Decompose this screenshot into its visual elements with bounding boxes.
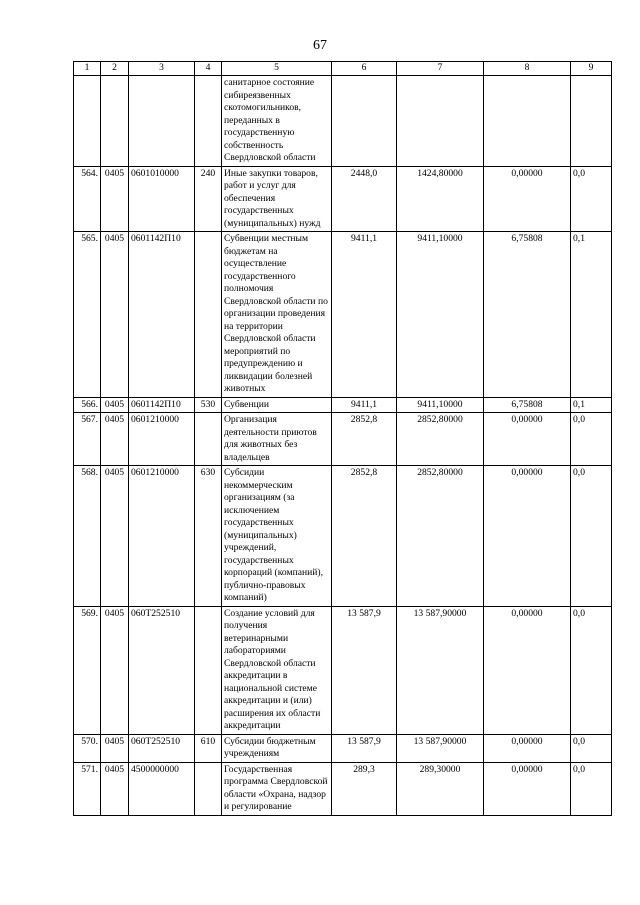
column-6-value: 13 587,9: [332, 734, 397, 762]
column-6-value: 2852,8: [332, 413, 397, 466]
target-article-code: 0601142П10: [129, 397, 195, 413]
table-row: [74, 166, 612, 232]
expense-type-code: 630: [195, 466, 222, 607]
table-row: [74, 76, 612, 167]
table-row: [74, 762, 612, 815]
column-header: 3: [129, 62, 195, 76]
section-code: 0405: [101, 232, 129, 398]
column-7-value: 2852,80000: [397, 413, 484, 466]
section-code: 0405: [101, 606, 129, 734]
table-row: [74, 232, 612, 398]
section-code: 0405: [101, 466, 129, 607]
target-article-code: [129, 76, 195, 167]
table-row: [74, 734, 612, 762]
target-article-code: 4500000000: [129, 762, 195, 815]
expense-type-code: 610: [195, 734, 222, 762]
item-name: Субсидии некоммерческим организациям (за исключением государственных (муниципальных) учреждений, государственных корпораций (компаний), публично-правовых компаний): [222, 466, 332, 607]
row-number: 569.: [74, 606, 101, 734]
section-code: 0405: [101, 166, 129, 232]
column-8-value: 0,00000: [484, 466, 571, 607]
section-code: 0405: [101, 734, 129, 762]
column-7-value: 289,30000: [397, 762, 484, 815]
item-name: Государственная программа Свердловской области «Охрана, надзор и регулирование: [222, 762, 332, 815]
column-header: 5: [222, 62, 332, 76]
column-8-value: 6,75808: [484, 397, 571, 413]
column-header: 4: [195, 62, 222, 76]
item-name: Субвенции: [222, 397, 332, 413]
expense-type-code: [195, 232, 222, 398]
column-7-value: [397, 76, 484, 167]
column-6-value: 2448,0: [332, 166, 397, 232]
row-number: 567.: [74, 413, 101, 466]
item-name: Субвенции местным бюджетам на осуществление государственного полномочия Свердловской области по организации проведения на территории Свердловской области мероприятий по предупреждению и ликвидации болезней животных: [222, 232, 332, 398]
target-article-code: 060Т252510: [129, 606, 195, 734]
expense-type-code: [195, 413, 222, 466]
section-code: [101, 76, 129, 167]
column-6-value: 9411,1: [332, 397, 397, 413]
column-9-value: 0,0: [571, 762, 612, 815]
column-header: 1: [74, 62, 101, 76]
row-number: [74, 76, 101, 167]
column-7-value: 13 587,90000: [397, 734, 484, 762]
table-row: [74, 606, 612, 734]
budget-table: [73, 61, 612, 816]
expense-type-code: [195, 606, 222, 734]
column-7-value: 9411,10000: [397, 232, 484, 398]
column-header: 6: [332, 62, 397, 76]
expense-type-code: 240: [195, 166, 222, 232]
table-row: [74, 413, 612, 466]
column-9-value: 0,0: [571, 606, 612, 734]
column-9-value: [571, 76, 612, 167]
expense-type-code: 530: [195, 397, 222, 413]
column-9-value: 0,0: [571, 413, 612, 466]
item-name: Субсидии бюджетным учреждениям: [222, 734, 332, 762]
item-name: Иные закупки товаров, работ и услуг для обеспечения государственных (муниципальных) нужд: [222, 166, 332, 232]
section-code: 0405: [101, 762, 129, 815]
row-number: 571.: [74, 762, 101, 815]
column-7-value: 2852,80000: [397, 466, 484, 607]
column-8-value: 0,00000: [484, 166, 571, 232]
column-header: 7: [397, 62, 484, 76]
item-name: Организация деятельности приютов для животных без владельцев: [222, 413, 332, 466]
column-6-value: 9411,1: [332, 232, 397, 398]
item-name: Создание условий для получения ветеринарными лабораториями Свердловской области аккредитации в национальной системе аккредитации и (или) расширения их области аккредитации: [222, 606, 332, 734]
row-number: 566.: [74, 397, 101, 413]
column-8-value: 0,00000: [484, 606, 571, 734]
target-article-code: 060Т252510: [129, 734, 195, 762]
column-9-value: 0,0: [571, 466, 612, 607]
column-7-value: 13 587,90000: [397, 606, 484, 734]
target-article-code: 0601210000: [129, 466, 195, 607]
column-8-value: [484, 76, 571, 167]
column-7-value: 1424,80000: [397, 166, 484, 232]
section-code: 0405: [101, 413, 129, 466]
expense-type-code: [195, 76, 222, 167]
row-number: 570.: [74, 734, 101, 762]
expense-type-code: [195, 762, 222, 815]
column-header: 9: [571, 62, 612, 76]
row-number: 564.: [74, 166, 101, 232]
column-9-value: 0,0: [571, 166, 612, 232]
column-6-value: [332, 76, 397, 167]
column-6-value: 2852,8: [332, 466, 397, 607]
header-row: [74, 62, 612, 76]
target-article-code: 0601210000: [129, 413, 195, 466]
column-8-value: 6,75808: [484, 232, 571, 398]
target-article-code: 0601010000: [129, 166, 195, 232]
column-header: 8: [484, 62, 571, 76]
column-8-value: 0,00000: [484, 762, 571, 815]
table-row: [74, 397, 612, 413]
column-6-value: 13 587,9: [332, 606, 397, 734]
column-9-value: 0,1: [571, 397, 612, 413]
column-6-value: 289,3: [332, 762, 397, 815]
column-9-value: 0,0: [571, 734, 612, 762]
item-name: санитарное состояние сибиреязвенных скотомогильников, переданных в государственную собственность Свердловской области: [222, 76, 332, 167]
column-9-value: 0,1: [571, 232, 612, 398]
column-8-value: 0,00000: [484, 413, 571, 466]
row-number: 565.: [74, 232, 101, 398]
column-header: 2: [101, 62, 129, 76]
target-article-code: 0601142П10: [129, 232, 195, 398]
column-8-value: 0,00000: [484, 734, 571, 762]
table-row: [74, 466, 612, 607]
page-number: 67: [313, 38, 327, 53]
row-number: 568.: [74, 466, 101, 607]
section-code: 0405: [101, 397, 129, 413]
column-7-value: 9411,10000: [397, 397, 484, 413]
